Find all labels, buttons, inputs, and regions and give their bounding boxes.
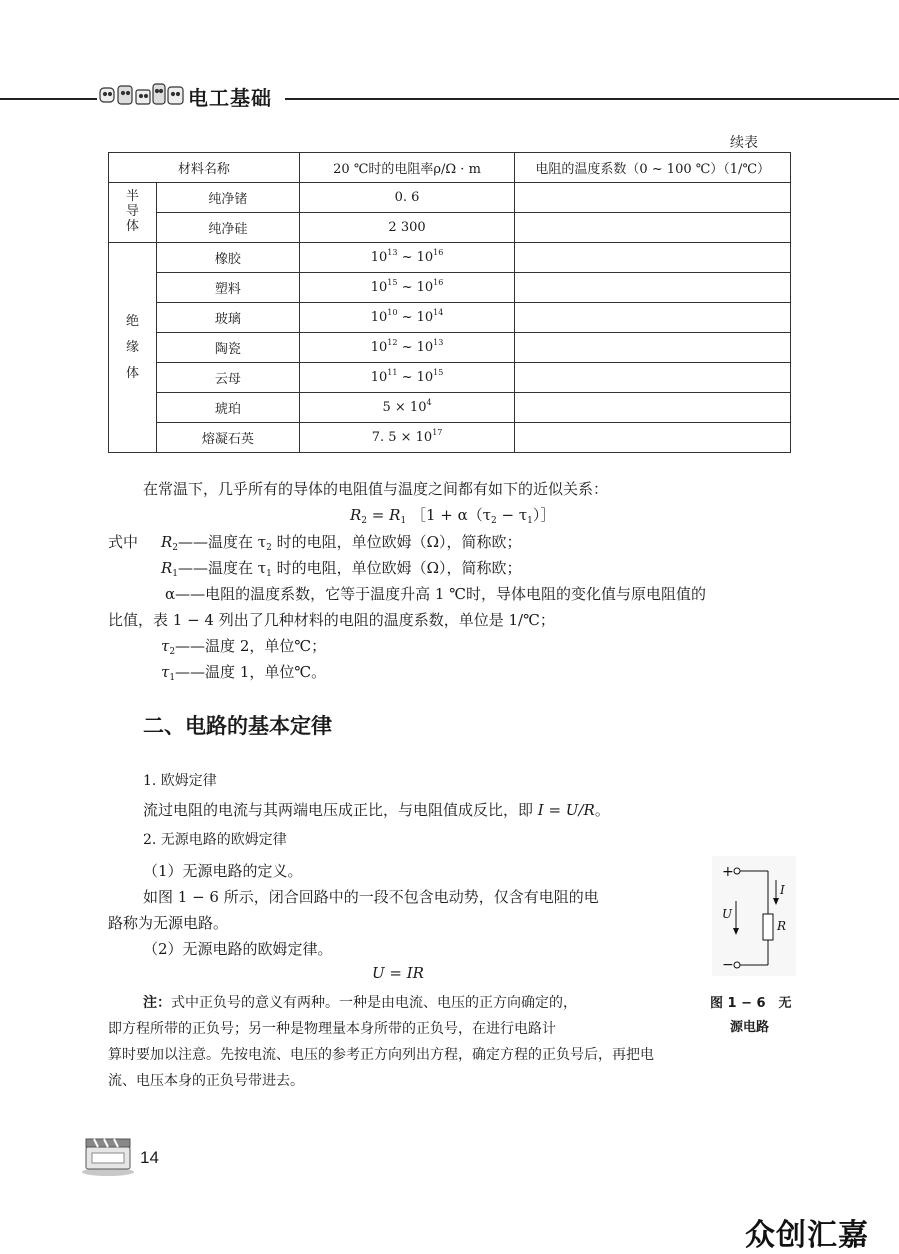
table-row [109,183,791,213]
terminal-top [734,868,740,874]
coef-cell [515,423,791,453]
coef-cell [515,213,791,243]
page-number: 14 [140,1148,159,1167]
minus-terminal: − [722,957,734,973]
subsection-passive-circuit: 2. 无源电路的欧姆定律 [143,832,287,848]
table-row [109,243,791,273]
table-continued-label: 续表 [730,135,758,151]
subsection-ohm-law: 1. 欧姆定律 [143,773,217,789]
header-resistivity: 20 ℃时的电阻率ρ/Ω · m [299,153,515,183]
table-row [109,273,791,303]
temperature-formula: $R_2 = R_1$ ［1 + $\alpha(\tau_2$ − $\tau_1)]$ [350,506,556,526]
resistivity-cell: 7. $5 \times 10^{17}$ [299,423,515,453]
figure-caption-line1: 图 1 − 6 无 [710,996,792,1011]
cartoon-mascots-icon [98,82,186,108]
resistivity-cell: $10^{11}$ ~ $10^{15}$ [299,363,515,393]
coef-cell [515,393,791,423]
definition-tau1: $\tau_1——$温度 1，单位℃。 [161,663,327,683]
watermark: 众创汇嘉 [745,1218,869,1253]
material-cell: 熔凝石英 [156,423,299,453]
coef-cell [515,243,791,273]
resistivity-cell: $5 \times 10^4$ [299,393,515,423]
note-line3: 算时要加以注意。先按电流、电压的参考正方向列出方程，确定方程的正负号后，再把电 [108,1047,654,1063]
book-title: 电工基础 [188,86,272,110]
header-rule-left [0,98,97,100]
header-material: 材料名称 [109,153,300,183]
note-line2: 即方程所带的正负号；另一种是物理量本身所带的正负号，在进行电路计 [108,1021,556,1037]
coef-cell [515,183,791,213]
material-cell: 陶瓷 [156,333,299,363]
table-row [109,363,791,393]
table-header-row [109,153,791,183]
resistor [763,914,773,940]
material-cell: 云母 [156,363,299,393]
item-definition: （1）无源电路的定义。 [143,862,303,880]
figure-caption-line2: 源电路 [730,1020,770,1035]
plus-terminal: + [722,864,734,880]
resistivity-cell: $10^{10}$ ~ $10^{14}$ [299,303,515,333]
category-semiconductor [109,183,157,243]
definition-alpha-line1: α——电阻的温度系数，它等于温度升高 1 ℃时，导体电阻的变化值与原电阻值的 [165,585,706,603]
category-label: 绝缘体 [125,313,139,381]
header-temp-coef: 电阻的温度系数（0 ~ 100 ℃）（1/℃） [515,153,791,183]
coef-cell [515,303,791,333]
passive-circuit-figure [712,856,796,976]
material-cell: 玻璃 [156,303,299,333]
section-title: 二、电路的基本定律 [143,714,332,738]
resistivity-cell: $10^{13}$ ~ $10^{16}$ [299,243,515,273]
definition-line2: 路称为无源电路。 [108,914,229,932]
material-cell: 纯净锗 [156,183,299,213]
intro-paragraph: 在常温下，几乎所有的导体的电阻值与温度之间都有如下的近似关系： [143,480,609,498]
note-line4: 流、电压本身的正负号带进去。 [108,1073,304,1089]
terminal-bottom [734,962,740,968]
resistivity-cell: 0. 6 [299,183,515,213]
table-row [109,423,791,453]
header-rule-right [285,98,899,100]
voltage-label: U [722,907,733,921]
material-cell: 塑料 [156,273,299,303]
material-cell: 纯净硅 [156,213,299,243]
table-row [109,393,791,423]
resistor-label: R [777,919,787,933]
where-label: 式中 [108,533,139,551]
coef-cell [515,273,791,303]
table-row [109,303,791,333]
formula-u-ir: U = IR [372,964,424,982]
coef-cell [515,333,791,363]
clapperboard-icon [80,1133,136,1177]
definition-r2: $R_2——$温度在 $\tau_2$ 时的电阻，单位欧姆（Ω），简称欧； [161,533,522,553]
item-ohm-law: （2）无源电路的欧姆定律。 [143,940,333,958]
resistivity-cell: $10^{12}$ ~ $10^{13}$ [299,333,515,363]
definition-r1: $R_1——$温度在 $\tau_1$ 时的电阻，单位欧姆（Ω），简称欧； [161,559,522,579]
current-label: I [780,883,785,897]
material-cell: 橡胶 [156,243,299,273]
category-insulator [109,243,157,453]
definition-tau2: $\tau_2——$温度 2，单位℃； [161,637,327,657]
note-line1: 注：式中正负号的意义有两种。一种是由电流、电压的正方向确定的， [143,995,577,1011]
table-row [109,333,791,363]
definition-alpha-line2: 比值，表 1 − 4 列出了几种材料的电阻的温度系数，单位是 1/℃； [108,611,555,629]
resistivity-cell: $10^{15}$ ~ $10^{16}$ [299,273,515,303]
ohm-law-text: 流过电阻的电流与其两端电压成正比，与电阻值成反比，即 I = U/R。 [143,801,610,819]
table-row [109,213,791,243]
material-cell: 琥珀 [156,393,299,423]
resistivity-table [108,152,791,453]
resistivity-cell: 2 300 [299,213,515,243]
definition-line1: 如图 1 − 6 所示，闭合回路中的一段不包含电动势，仅含有电阻的电 [143,888,599,906]
category-label: 半导体 [125,188,139,234]
coef-cell [515,363,791,393]
